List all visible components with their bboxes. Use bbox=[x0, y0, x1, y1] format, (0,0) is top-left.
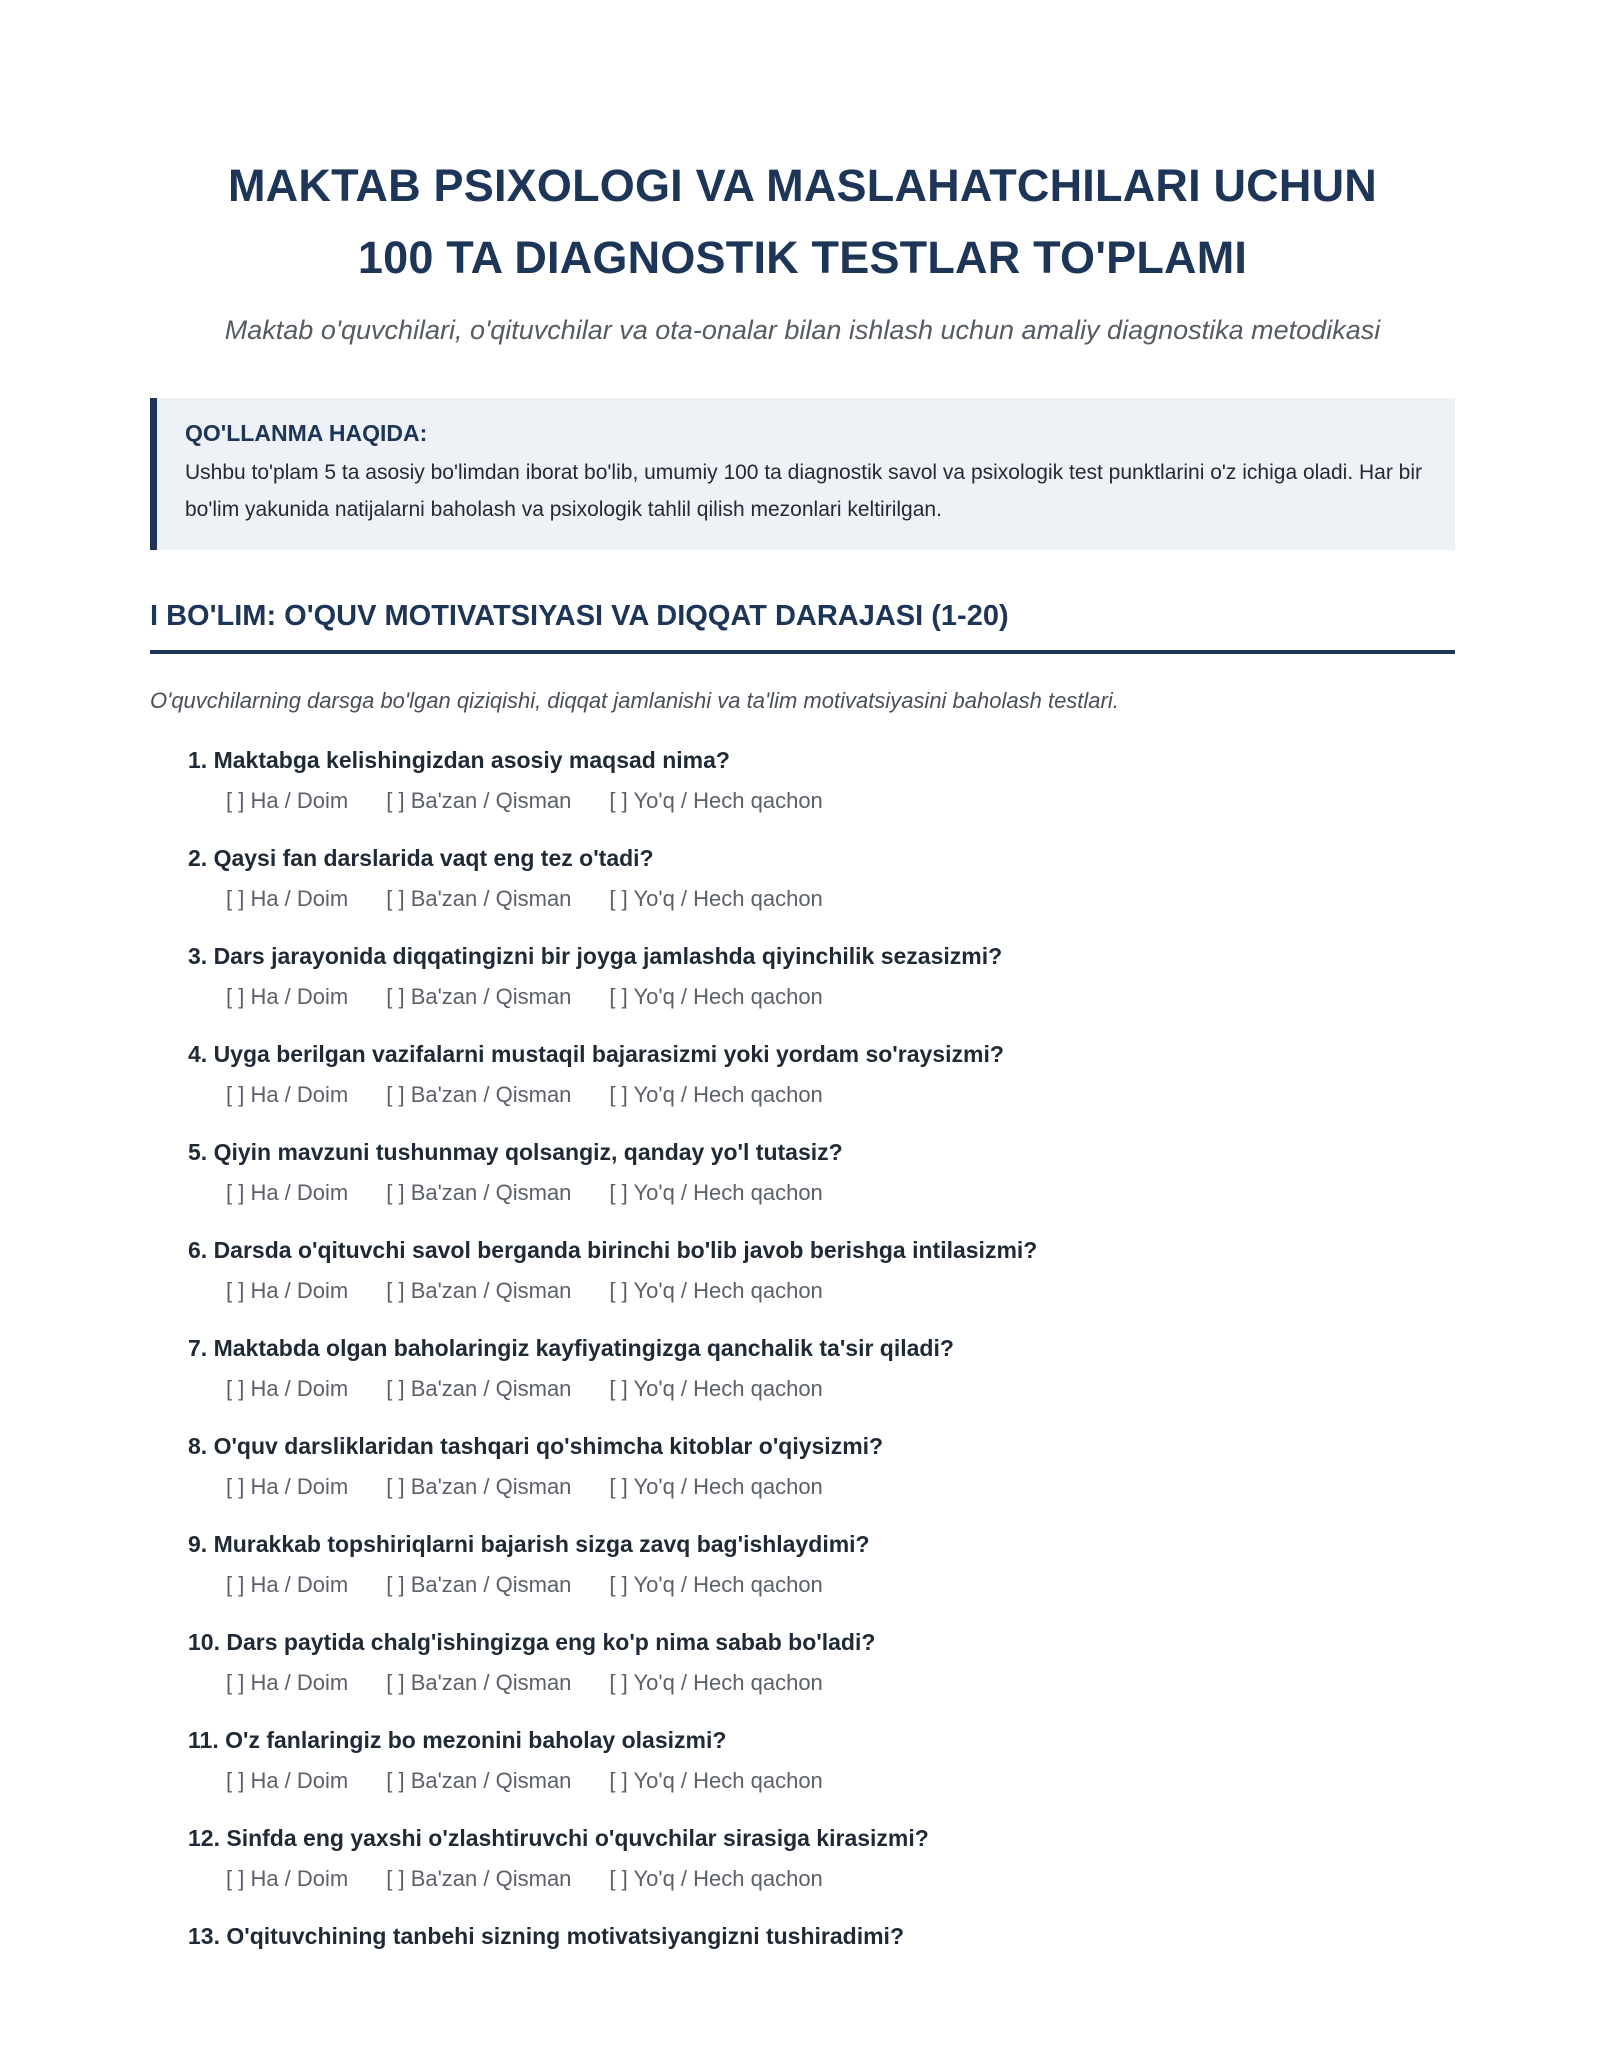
question-text: 7. Maktabda olgan baholaringiz kayfiyatingizga qanchalik ta'sir qiladi? bbox=[188, 1335, 954, 1361]
option-partly-checkbox[interactable]: [ ] Ba'zan / Qisman bbox=[386, 788, 572, 813]
answer-options bbox=[188, 884, 1455, 914]
option-yes-checkbox[interactable]: [ ] Ha / Doim bbox=[226, 788, 349, 813]
section-title: I BO'LIM: O'QUV MOTIVATSIYASI VA DIQQAT DARAJASI (1-20) bbox=[150, 596, 1455, 654]
option-no-checkbox[interactable]: [ ] Yo'q / Hech qachon bbox=[609, 1180, 823, 1205]
question-item bbox=[188, 842, 1455, 914]
option-partly-checkbox[interactable]: [ ] Ba'zan / Qisman bbox=[386, 1866, 572, 1891]
document-title bbox=[150, 150, 1455, 294]
option-no-checkbox[interactable]: [ ] Yo'q / Hech qachon bbox=[609, 1082, 823, 1107]
option-no-checkbox[interactable]: [ ] Yo'q / Hech qachon bbox=[609, 1474, 823, 1499]
option-partly-checkbox[interactable]: [ ] Ba'zan / Qisman bbox=[386, 1082, 572, 1107]
answer-options bbox=[188, 1668, 1455, 1698]
option-no-checkbox[interactable]: [ ] Yo'q / Hech qachon bbox=[609, 984, 823, 1009]
option-yes-checkbox[interactable]: [ ] Ha / Doim bbox=[226, 1278, 349, 1303]
option-no-checkbox[interactable]: [ ] Yo'q / Hech qachon bbox=[609, 1670, 823, 1695]
question-text: 13. O'qituvchining tanbehi sizning motivatsiyangizni tushiradimi? bbox=[188, 1923, 904, 1949]
question-item bbox=[188, 1234, 1455, 1306]
question-text: 5. Qiyin mavzuni tushunmay qolsangiz, qanday yo'l tutasiz? bbox=[188, 1139, 843, 1165]
option-partly-checkbox[interactable]: [ ] Ba'zan / Qisman bbox=[386, 1768, 572, 1793]
option-no-checkbox[interactable]: [ ] Yo'q / Hech qachon bbox=[609, 788, 823, 813]
answer-options bbox=[188, 1080, 1455, 1110]
question-text: 8. O'quv darsliklaridan tashqari qo'shimcha kitoblar o'qiysizmi? bbox=[188, 1433, 884, 1459]
option-yes-checkbox[interactable]: [ ] Ha / Doim bbox=[226, 1866, 349, 1891]
option-partly-checkbox[interactable]: [ ] Ba'zan / Qisman bbox=[386, 1180, 572, 1205]
answer-options bbox=[188, 1864, 1455, 1894]
question-text: 10. Dars paytida chalg'ishingizga eng ko'p nima sabab bo'ladi? bbox=[188, 1629, 876, 1655]
question-text: 1. Maktabga kelishingizdan asosiy maqsad nima? bbox=[188, 747, 730, 773]
option-partly-checkbox[interactable]: [ ] Ba'zan / Qisman bbox=[386, 1474, 572, 1499]
option-partly-checkbox[interactable]: [ ] Ba'zan / Qisman bbox=[386, 886, 572, 911]
question-text: 4. Uyga berilgan vazifalarni mustaqil bajarasizmi yoki yordam so'raysizmi? bbox=[188, 1041, 1004, 1067]
option-no-checkbox[interactable]: [ ] Yo'q / Hech qachon bbox=[609, 1866, 823, 1891]
title-line-2: 100 TA DIAGNOSTIK TESTLAR TO'PLAMI bbox=[357, 232, 1248, 283]
option-yes-checkbox[interactable]: [ ] Ha / Doim bbox=[226, 1376, 349, 1401]
question-item bbox=[188, 1430, 1455, 1502]
option-partly-checkbox[interactable]: [ ] Ba'zan / Qisman bbox=[386, 1572, 572, 1597]
question-text: 2. Qaysi fan darslarida vaqt eng tez o'tadi? bbox=[188, 845, 654, 871]
answer-options bbox=[188, 1472, 1455, 1502]
option-partly-checkbox[interactable]: [ ] Ba'zan / Qisman bbox=[386, 984, 572, 1009]
option-partly-checkbox[interactable]: [ ] Ba'zan / Qisman bbox=[386, 1670, 572, 1695]
answer-options bbox=[188, 982, 1455, 1012]
option-yes-checkbox[interactable]: [ ] Ha / Doim bbox=[226, 984, 349, 1009]
answer-options bbox=[188, 1276, 1455, 1306]
option-yes-checkbox[interactable]: [ ] Ha / Doim bbox=[226, 886, 349, 911]
question-list bbox=[150, 744, 1455, 1952]
question-item bbox=[188, 1528, 1455, 1600]
document-subtitle: Maktab o'quvchilari, o'qituvchilar va ota-onalar bilan ishlash uchun amaliy diagnostika metodikasi bbox=[224, 315, 1381, 345]
question-item bbox=[188, 1920, 1455, 1952]
option-no-checkbox[interactable]: [ ] Yo'q / Hech qachon bbox=[609, 1376, 823, 1401]
answer-options bbox=[188, 1570, 1455, 1600]
option-no-checkbox[interactable]: [ ] Yo'q / Hech qachon bbox=[609, 1572, 823, 1597]
question-text: 3. Dars jarayonida diqqatingizni bir joyga jamlashda qiyinchilik sezasizmi? bbox=[188, 943, 1003, 969]
question-item bbox=[188, 1724, 1455, 1796]
answer-options bbox=[188, 1374, 1455, 1404]
answer-options bbox=[188, 1766, 1455, 1796]
question-text: 9. Murakkab topshiriqlarni bajarish sizga zavq bag'ishlaydimi? bbox=[188, 1531, 870, 1557]
option-yes-checkbox[interactable]: [ ] Ha / Doim bbox=[226, 1082, 349, 1107]
section-description: O'quvchilarning darsga bo'lgan qiziqishi, diqqat jamlanishi va ta'lim motivatsiyasini baholash testlari. bbox=[150, 688, 1119, 713]
option-no-checkbox[interactable]: [ ] Yo'q / Hech qachon bbox=[609, 1768, 823, 1793]
option-yes-checkbox[interactable]: [ ] Ha / Doim bbox=[226, 1768, 349, 1793]
option-yes-checkbox[interactable]: [ ] Ha / Doim bbox=[226, 1670, 349, 1695]
title-line-1: MAKTAB PSIXOLOGI VA MASLAHATCHILARI UCHUN bbox=[228, 160, 1377, 211]
question-text: 6. Darsda o'qituvchi savol berganda birinchi bo'lib javob berishga intilasizmi? bbox=[188, 1237, 1038, 1263]
question-item bbox=[188, 1626, 1455, 1698]
question-item bbox=[188, 1822, 1455, 1894]
question-item bbox=[188, 1038, 1455, 1110]
question-item bbox=[188, 1332, 1455, 1404]
option-no-checkbox[interactable]: [ ] Yo'q / Hech qachon bbox=[609, 886, 823, 911]
document-page bbox=[150, 150, 1455, 1978]
answer-options bbox=[188, 786, 1455, 816]
about-box bbox=[150, 398, 1455, 550]
option-no-checkbox[interactable]: [ ] Yo'q / Hech qachon bbox=[609, 1278, 823, 1303]
question-item bbox=[188, 1136, 1455, 1208]
option-partly-checkbox[interactable]: [ ] Ba'zan / Qisman bbox=[386, 1278, 572, 1303]
about-body: Ushbu to'plam 5 ta asosiy bo'limdan iborat bo'lib, umumiy 100 ta diagnostik savol va psixologik test punktlarini o'z ichiga oladi. Har bir bo'lim yakunida natijalarni baholash va psixologik tahlil qilish mezonlari keltirilgan. bbox=[185, 461, 1423, 521]
option-yes-checkbox[interactable]: [ ] Ha / Doim bbox=[226, 1474, 349, 1499]
question-text: 12. Sinfda eng yaxshi o'zlashtiruvchi o'quvchilar sirasiga kirasizmi? bbox=[188, 1825, 929, 1851]
option-partly-checkbox[interactable]: [ ] Ba'zan / Qisman bbox=[386, 1376, 572, 1401]
question-text: 11. O'z fanlaringiz bo mezonini baholay olasizmi? bbox=[188, 1727, 727, 1753]
question-item bbox=[188, 744, 1455, 816]
option-yes-checkbox[interactable]: [ ] Ha / Doim bbox=[226, 1180, 349, 1205]
answer-options bbox=[188, 1178, 1455, 1208]
question-item bbox=[188, 940, 1455, 1012]
option-yes-checkbox[interactable]: [ ] Ha / Doim bbox=[226, 1572, 349, 1597]
about-heading: QO'LLANMA HAQIDA: bbox=[185, 420, 428, 446]
